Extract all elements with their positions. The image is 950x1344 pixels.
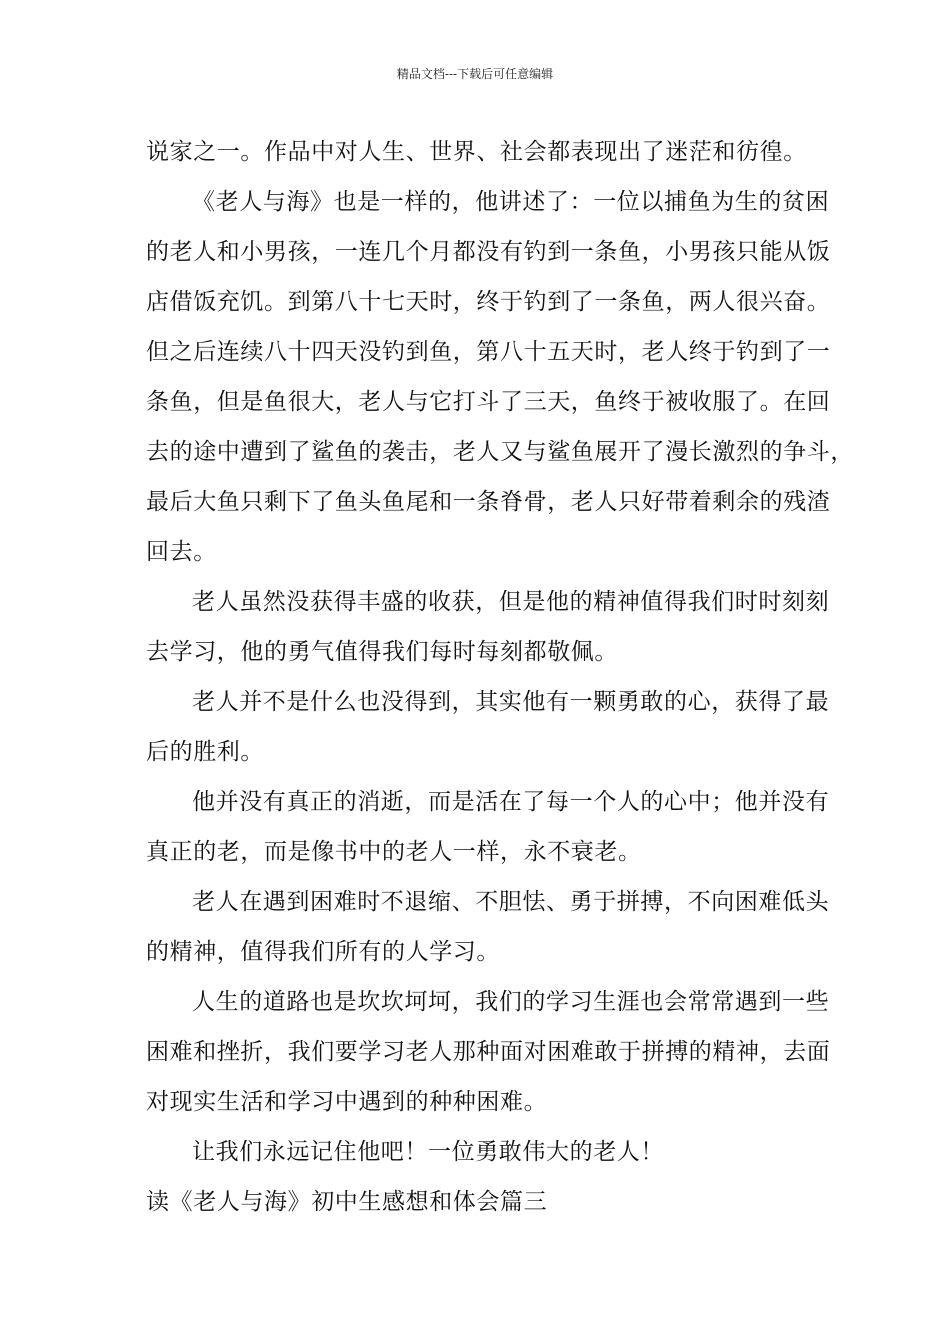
text-line: 《老人与海》也是一样的，他讲述了：一位以捕鱼为生的贫困 (192, 189, 830, 215)
text-line: 老人在遇到困难时不退缩、不胆怯、勇于拼搏，不向困难低头 (192, 889, 830, 915)
text-line: 老人并不是什么也没得到，其实他有一颗勇敢的心，获得了最 (192, 689, 830, 715)
paragraph (146, 877, 830, 977)
paragraph (146, 177, 854, 577)
document-body (146, 127, 854, 1227)
text-line: 店借饭充饥。到第八十七天时，终于钓到了一条鱼，两人很兴奋。 (146, 289, 831, 315)
text-line: 条鱼，但是鱼很大，老人与它打斗了三天，鱼终于被收服了。在回 (146, 389, 831, 415)
text-line: 回去。 (146, 539, 217, 565)
text-line: 读《老人与海》初中生感想和体会篇三 (146, 1189, 548, 1215)
text-line: 真正的老，而是像书中的老人一样，永不衰老。 (146, 839, 642, 865)
text-line: 的精神，值得我们所有的人学习。 (146, 939, 500, 965)
text-line: 后的胜利。 (146, 739, 264, 765)
text-line: 让我们永远记住他吧！一位勇敢伟大的老人！ (192, 1139, 664, 1165)
paragraph (146, 577, 830, 677)
text-line: 去的途中遭到了鲨鱼的袭击，老人又与鲨鱼展开了漫长激烈的争斗， (146, 439, 854, 465)
paragraph (146, 127, 826, 177)
paragraph (146, 677, 830, 777)
text-line: 对现实生活和学习中遇到的种种困难。 (146, 1089, 548, 1115)
text-line: 去学习，他的勇气值得我们每时每刻都敬佩。 (146, 639, 618, 665)
section-heading (146, 1177, 826, 1227)
page-header: 精品文档---下载后可任意编辑 (396, 67, 554, 81)
text-line: 的老人和小男孩，一连几个月都没有钓到一条鱼，小男孩只能从饭 (146, 239, 831, 265)
paragraph (146, 777, 830, 877)
text-line: 但之后连续八十四天没钓到鱼，第八十五天时，老人终于钓到了一 (146, 339, 831, 365)
paragraph (146, 1127, 826, 1177)
text-line: 说家之一。作品中对人生、世界、社会都表现出了迷茫和彷徨。 (146, 139, 807, 165)
text-line: 困难和挫折，我们要学习老人那种面对困难敢于拼搏的精神，去面 (146, 1039, 831, 1065)
text-line: 最后大鱼只剩下了鱼头鱼尾和一条脊骨，老人只好带着剩余的残渣 (146, 489, 831, 515)
text-line: 人生的道路也是坎坎坷坷，我们的学习生涯也会常常遇到一些 (192, 989, 830, 1015)
text-line: 他并没有真正的消逝，而是活在了每一个人的心中；他并没有 (192, 789, 830, 815)
text-line: 老人虽然没获得丰盛的收获，但是他的精神值得我们时时刻刻 (192, 589, 830, 615)
paragraph (146, 977, 831, 1127)
